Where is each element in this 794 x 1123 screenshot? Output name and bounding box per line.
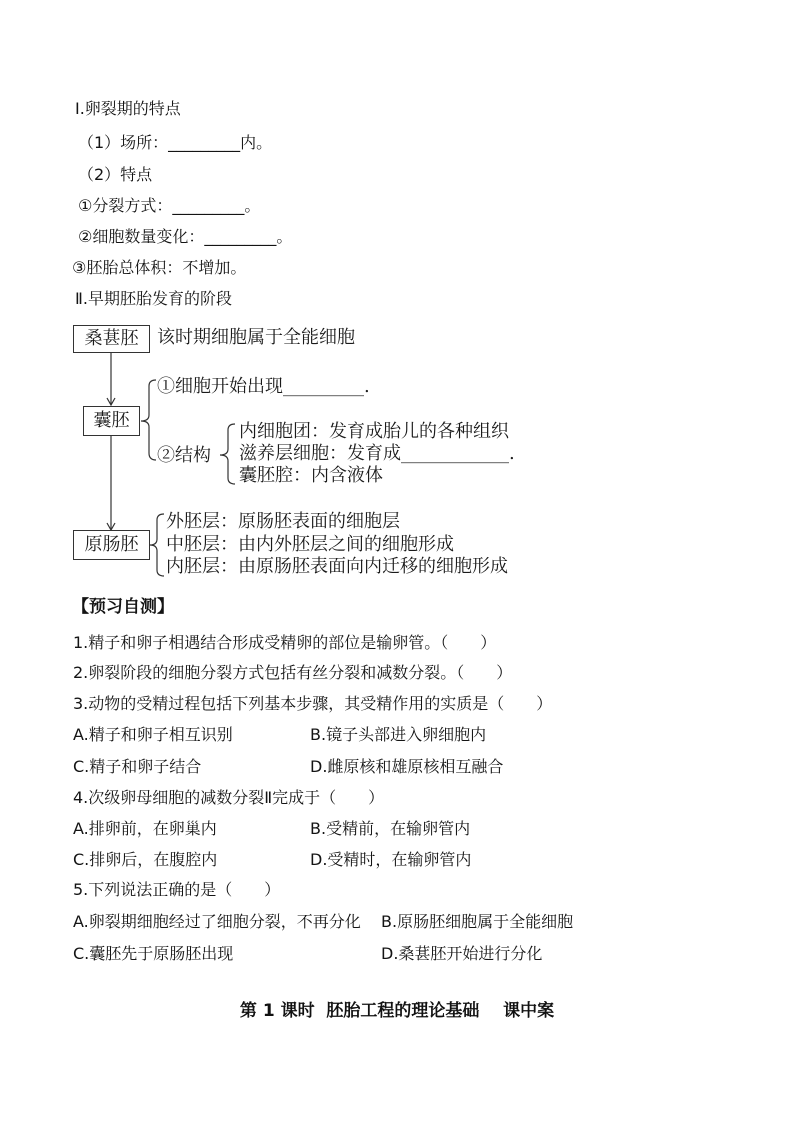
layer-ectoderm: 外胚层：原肠胚表面的细胞层 [166,511,400,532]
question-5-option-b: B.原肠胚细胞属于全能细胞 [381,912,574,931]
question-1: 1.精子和卵子相遇结合形成受精卵的部位是输卵管。（ ） [73,633,497,652]
question-3-option-d: D.雌原核和雄原核相互融合 [310,757,504,776]
structure-blastocoel: 囊胚腔：内含液体 [239,465,383,486]
lesson-title: 第 1 课时 胚胎工程的理论基础 课中案 [239,1001,555,1021]
brace-structure [220,424,235,484]
layer-endoderm: 内胚层：由原肠胚表面向内迁移的细胞形成 [166,556,508,577]
blastocyst-item-1: ①细胞开始出现_________. [157,376,370,397]
structure-inner-cell-mass: 内细胞团：发育成胎儿的各种组织 [239,421,509,442]
question-3-option-c: C.精子和卵子结合 [73,757,202,776]
question-4: 4.次级卵母细胞的减数分裂Ⅱ完成于（ ） [73,788,385,807]
question-5: 5.下列说法正确的是（ ） [73,880,281,899]
brace-blastocyst [141,380,156,460]
question-3-option-a: A.精子和卵子相互识别 [73,725,233,744]
arrowhead-blastocyst [107,398,115,405]
question-2: 2.卵裂阶段的细胞分裂方式包括有丝分裂和减数分裂。（ ） [73,663,513,682]
morula-note: 该时期细胞属于全能细胞 [157,327,355,348]
question-5-option-a: A.卵裂期细胞经过了细胞分裂，不再分化 [73,912,361,931]
layer-mesoderm: 中胚层：由内外胚层之间的细胞形成 [166,534,454,555]
question-3: 3.动物的受精过程包括下列基本步骤，其受精作用的实质是（ ） [73,694,553,713]
arrowhead-gastrula [107,523,115,530]
self-test-heading: 【预习自测】 [72,597,174,617]
gastrula-box: 原肠胚 [73,530,150,560]
section1-division-mode-line: ①分裂方式：_________。 [78,196,261,215]
question-4-option-c: C.排卵后，在腹腔内 [73,850,218,869]
section1-title: Ⅰ.卵裂期的特点 [75,99,181,118]
question-4-option-b: B.受精前，在输卵管内 [310,819,471,838]
section1-cell-count-line: ②细胞数量变化：_________。 [78,227,293,246]
question-4-option-a: A.排卵前，在卵巢内 [73,819,217,838]
section1-volume-line: ③胚胎总体积：不增加。 [72,258,247,277]
section1-features-heading: （2）特点 [78,165,153,184]
morula-box: 桑葚胚 [73,325,150,353]
question-5-option-d: D.桑葚胚开始进行分化 [381,944,543,963]
blastocyst-item-2: ②结构 [157,445,211,466]
section2-title: Ⅱ.早期胚胎发育的阶段 [75,289,232,308]
brace-gastrula [150,514,164,576]
question-5-option-c: C.囊胚先于原肠胚出现 [73,944,234,963]
blastocyst-box: 囊胚 [83,406,140,436]
section1-place-line: （1）场所：_________内。 [78,133,273,152]
structure-trophoblast: 滋养层细胞：发育成____________. [239,443,515,464]
question-3-option-b: B.镜子头部进入卵细胞内 [310,725,487,744]
question-4-option-d: D.受精时，在输卵管内 [310,850,472,869]
